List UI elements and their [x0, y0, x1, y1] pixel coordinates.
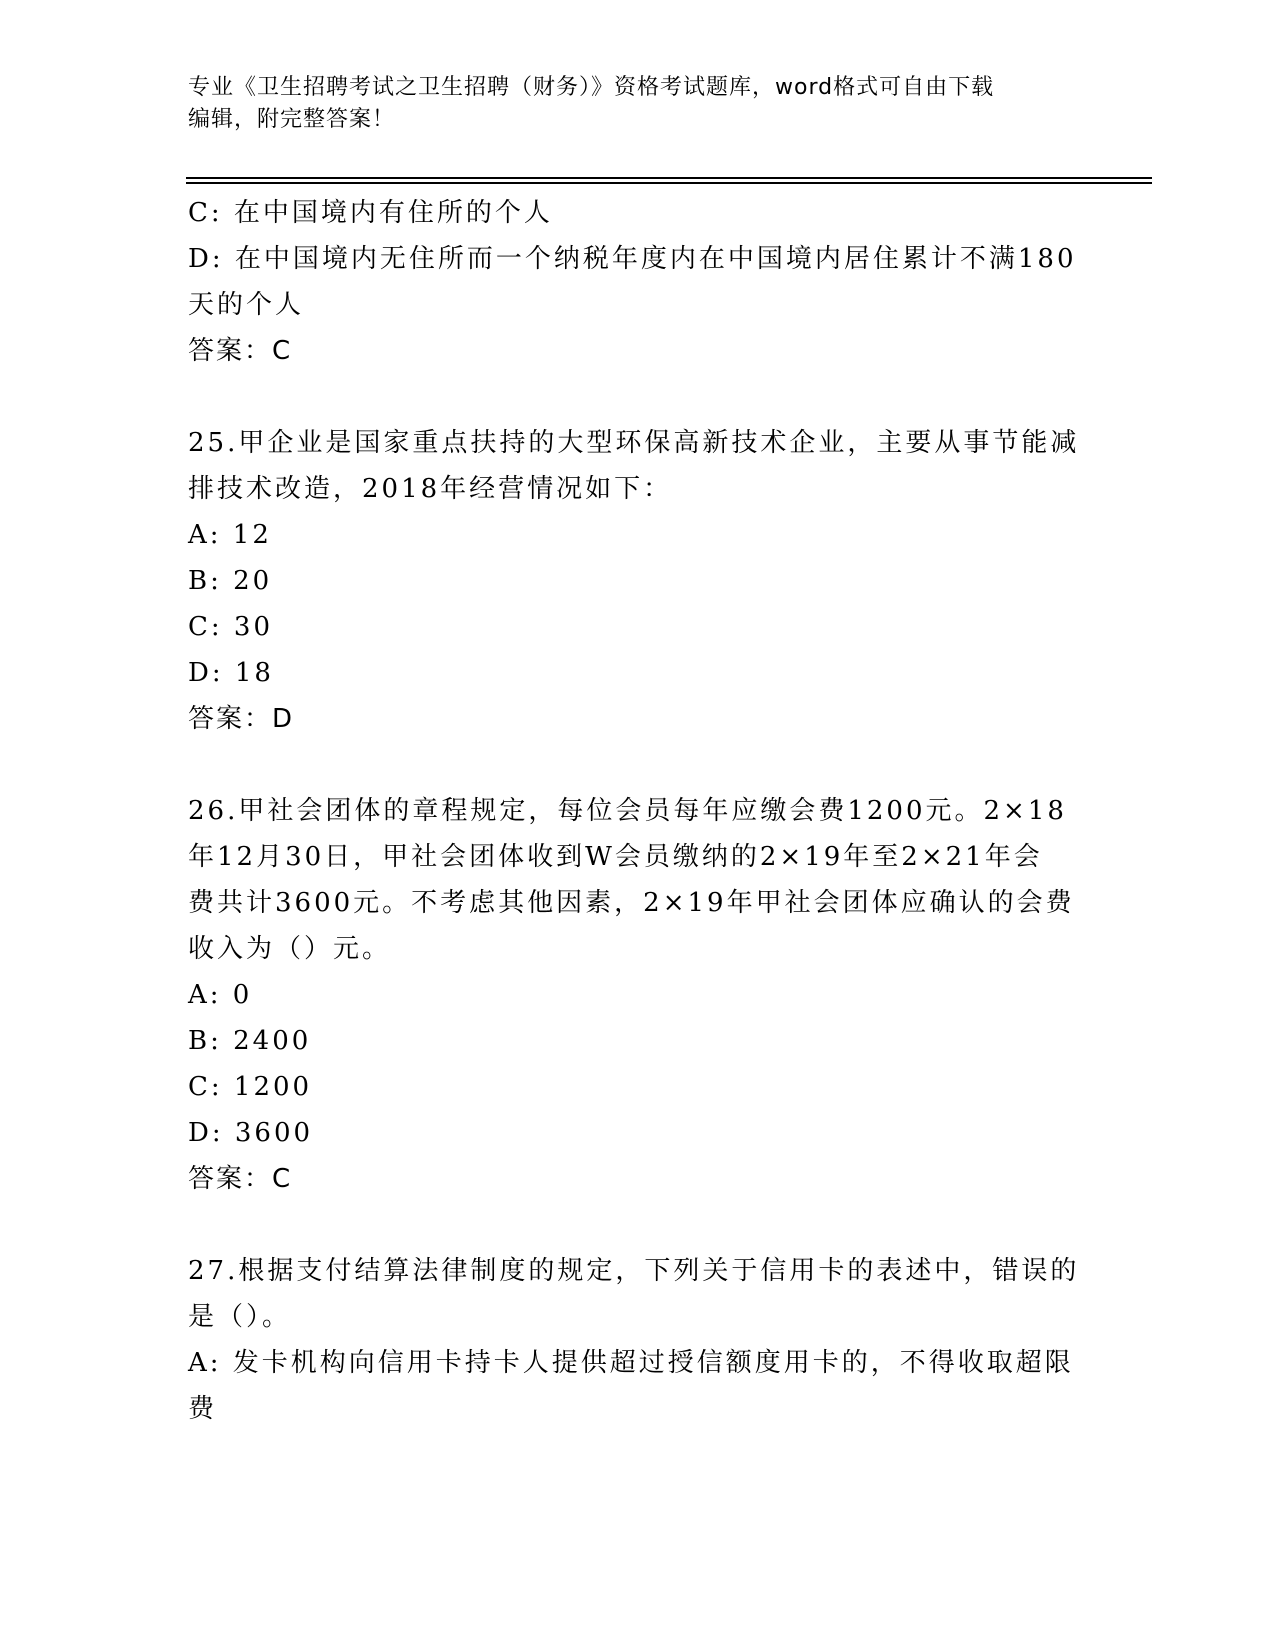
question-stem: 25.甲企业是国家重点扶持的大型环保高新技术企业，主要从事节能减	[188, 428, 1080, 458]
option-a: A: 12	[188, 520, 272, 550]
option-d: D: 3600	[188, 1118, 314, 1148]
question-27	[188, 1248, 1088, 1432]
question-body	[188, 190, 1088, 1432]
question-25	[188, 420, 1088, 742]
question-stem-continued: 费共计3600元。不考虑其他因素，2×19年甲社会团体应确认的会费	[188, 888, 1075, 918]
option-b: B: 20	[188, 566, 273, 596]
header-divider-top	[186, 177, 1152, 179]
option-d: D: 18	[188, 658, 274, 688]
answer: 答案：C	[188, 336, 293, 366]
option-a: A: 0	[188, 980, 253, 1010]
option-c: C: 30	[188, 612, 274, 642]
option-a: A: 发卡机构向信用卡持卡人提供超过授信额度用卡的，不得收取超限	[188, 1348, 1074, 1378]
header-divider-bottom	[186, 182, 1152, 184]
option-c: C: 在中国境内有住所的个人	[188, 198, 553, 228]
option-d: D: 在中国境内无住所而一个纳税年度内在中国境内居住累计不满180	[188, 244, 1077, 274]
question-stem: 27.根据支付结算法律制度的规定，下列关于信用卡的表述中，错误的	[188, 1256, 1080, 1286]
header-line-1: 专业《卫生招聘考试之卫生招聘（财务）》资格考试题库，word格式可自由下载	[188, 75, 995, 100]
answer: 答案：D	[188, 704, 295, 734]
question-24-continued	[188, 190, 1088, 374]
question-stem-continued: 年12月30日，甲社会团体收到W会员缴纳的2×19年至2×21年会	[188, 842, 1043, 872]
question-stem-continued: 收入为（）元。	[188, 934, 392, 964]
header-line-2: 编辑，附完整答案！	[188, 107, 396, 132]
option-d-continued: 天的个人	[188, 290, 305, 320]
page-header	[188, 72, 1068, 136]
answer: 答案：C	[188, 1164, 293, 1194]
option-c: C: 1200	[188, 1072, 313, 1102]
option-a-continued: 费	[188, 1394, 218, 1424]
question-stem-continued: 排技术改造，2018年经营情况如下：	[188, 474, 673, 504]
option-b: B: 2400	[188, 1026, 312, 1056]
question-26	[188, 788, 1088, 1202]
question-stem: 26.甲社会团体的章程规定，每位会员每年应缴会费1200元。2×18	[188, 796, 1067, 826]
question-stem-continued: 是（）。	[188, 1302, 292, 1332]
